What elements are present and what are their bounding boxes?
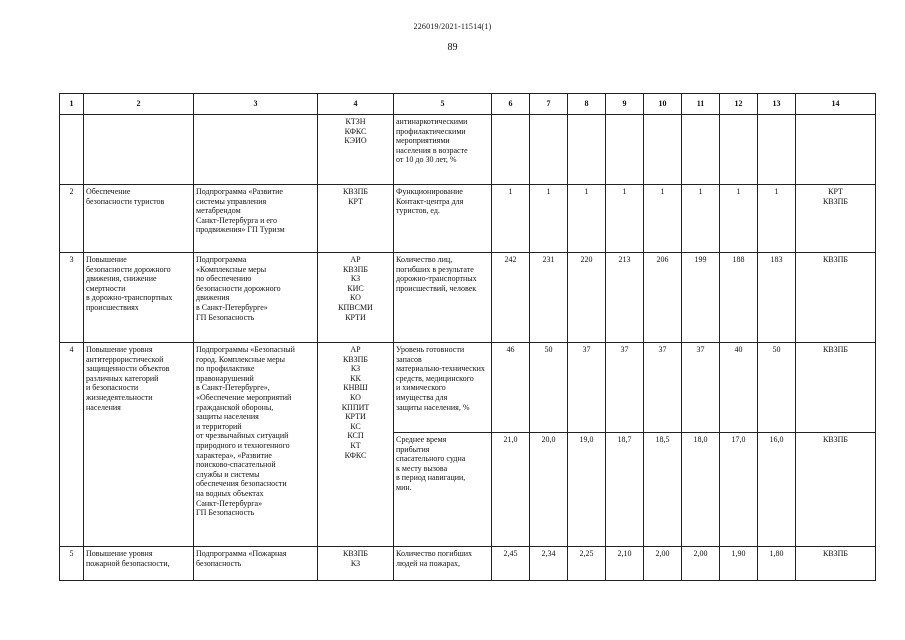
column-header: 4 bbox=[318, 94, 394, 115]
table-row bbox=[60, 185, 876, 253]
value-cell: 1 bbox=[644, 185, 682, 253]
program-cell: Подпрограмма «Комплексные меры по обеспечению безопасности дорожного движения в Санкт-Петербурге» ГП Безопасность bbox=[194, 253, 318, 343]
value-cell: 1 bbox=[758, 185, 796, 253]
row-number: 3 bbox=[60, 253, 84, 343]
value-cell: 37 bbox=[606, 343, 644, 433]
value-cell: 37 bbox=[644, 343, 682, 433]
value-cell: 1,80 bbox=[758, 547, 796, 581]
header-row bbox=[60, 94, 876, 115]
task-cell: Обеспечение безопасности туристов bbox=[84, 185, 194, 253]
row-number: 4 bbox=[60, 343, 84, 547]
value-cell: 18,5 bbox=[644, 433, 682, 547]
column-header: 1 bbox=[60, 94, 84, 115]
responsible-cell: КРТ КВЗПБ bbox=[796, 185, 876, 253]
value-cell bbox=[606, 115, 644, 185]
page-number: 89 bbox=[447, 42, 458, 53]
executors-cell: КТЗН КФКС КЭИО bbox=[318, 115, 394, 185]
responsible-cell: КВЗПБ bbox=[796, 253, 876, 343]
task-cell: Повышение безопасности дорожного движения, снижение смертности в дорожно-транспортных происшествиях bbox=[84, 253, 194, 343]
indicator-cell: Количество лиц, погибших в результате дорожно-транспортных происшествий, человек bbox=[394, 253, 492, 343]
value-cell: 220 bbox=[568, 253, 606, 343]
value-cell: 50 bbox=[530, 343, 568, 433]
value-cell bbox=[568, 115, 606, 185]
indicator-cell: антинаркотическими профилактическими мероприятиями населения в возрасте от 10 до 30 лет, % bbox=[394, 115, 492, 185]
value-cell: 1 bbox=[568, 185, 606, 253]
value-cell: 213 bbox=[606, 253, 644, 343]
value-cell: 2,34 bbox=[530, 547, 568, 581]
program-cell: Подпрограммы «Безопасный город. Комплексные меры по профилактике правонарушений в Санкт-Петербурге», «Обеспечение мероприятий гражданской обороны, защиты населения и территорий от чрезвычайных ситуаций природного и техногенного характера», «Развитие поисково-спасательной службы и системы обеспечения безопасности на водных объектах Санкт-Петербурга» ГП Безопасность bbox=[194, 343, 318, 547]
value-cell: 1 bbox=[606, 185, 644, 253]
value-cell bbox=[644, 115, 682, 185]
value-cell: 18,7 bbox=[606, 433, 644, 547]
value-cell: 183 bbox=[758, 253, 796, 343]
row-number bbox=[60, 115, 84, 185]
table-row bbox=[60, 343, 876, 433]
column-header: 6 bbox=[492, 94, 530, 115]
column-header: 7 bbox=[530, 94, 568, 115]
value-cell: 206 bbox=[644, 253, 682, 343]
value-cell: 2,10 bbox=[606, 547, 644, 581]
task-cell: Повышение уровня антитеррористической защищенности объектов различных категорий и безопасности жизнедеятельности населения bbox=[84, 343, 194, 547]
value-cell: 242 bbox=[492, 253, 530, 343]
responsible-cell: КВЗПБ bbox=[796, 433, 876, 547]
value-cell: 1 bbox=[492, 185, 530, 253]
value-cell: 1 bbox=[682, 185, 720, 253]
responsible-cell: КВЗПБ bbox=[796, 343, 876, 433]
value-cell: 40 bbox=[720, 343, 758, 433]
value-cell bbox=[492, 115, 530, 185]
value-cell: 231 bbox=[530, 253, 568, 343]
value-cell: 1 bbox=[530, 185, 568, 253]
responsible-cell bbox=[796, 115, 876, 185]
row-number: 5 bbox=[60, 547, 84, 581]
table-row bbox=[60, 253, 876, 343]
value-cell bbox=[758, 115, 796, 185]
value-cell: 20,0 bbox=[530, 433, 568, 547]
value-cell bbox=[530, 115, 568, 185]
value-cell: 2,45 bbox=[492, 547, 530, 581]
column-header: 5 bbox=[394, 94, 492, 115]
executors-cell: КВЗПБ КЗ bbox=[318, 547, 394, 581]
column-header: 3 bbox=[194, 94, 318, 115]
value-cell: 16,0 bbox=[758, 433, 796, 547]
column-header: 13 bbox=[758, 94, 796, 115]
indicator-cell: Уровень готовности запасов материально-технических средств, медицинского и химического имущества для защиты населения, % bbox=[394, 343, 492, 433]
program-cell: Подпрограмма «Развитие системы управления метабрендом Санкт-Петербурга и его продвижения» ГП Туризм bbox=[194, 185, 318, 253]
indicator-cell: Функционирование Контакт-центра для туристов, ед. bbox=[394, 185, 492, 253]
task-cell bbox=[84, 115, 194, 185]
column-header: 11 bbox=[682, 94, 720, 115]
measures-table bbox=[59, 93, 876, 581]
row-number: 2 bbox=[60, 185, 84, 253]
column-header: 8 bbox=[568, 94, 606, 115]
value-cell: 37 bbox=[568, 343, 606, 433]
table-row bbox=[60, 547, 876, 581]
column-header: 10 bbox=[644, 94, 682, 115]
program-cell: Подпрограмма «Пожарная безопасность bbox=[194, 547, 318, 581]
document-code: 226019/2021-11514(1) bbox=[413, 22, 492, 31]
value-cell: 46 bbox=[492, 343, 530, 433]
executors-cell: КВЗПБ КРТ bbox=[318, 185, 394, 253]
value-cell bbox=[720, 115, 758, 185]
column-header: 2 bbox=[84, 94, 194, 115]
value-cell: 2,25 bbox=[568, 547, 606, 581]
column-header: 12 bbox=[720, 94, 758, 115]
value-cell: 199 bbox=[682, 253, 720, 343]
value-cell: 17,0 bbox=[720, 433, 758, 547]
value-cell: 2,00 bbox=[682, 547, 720, 581]
executors-cell: АР КВЗПБ КЗ КИС КО КПВСМИ КРТИ bbox=[318, 253, 394, 343]
program-cell bbox=[194, 115, 318, 185]
value-cell: 37 bbox=[682, 343, 720, 433]
indicator-cell: Среднее время прибытия спасательного судна к месту вызова в период навигации, мин. bbox=[394, 433, 492, 547]
value-cell: 1,90 bbox=[720, 547, 758, 581]
value-cell: 188 bbox=[720, 253, 758, 343]
table-row bbox=[60, 115, 876, 185]
value-cell: 21,0 bbox=[492, 433, 530, 547]
column-header: 14 bbox=[796, 94, 876, 115]
column-header: 9 bbox=[606, 94, 644, 115]
value-cell: 50 bbox=[758, 343, 796, 433]
value-cell: 19,0 bbox=[568, 433, 606, 547]
value-cell: 2,00 bbox=[644, 547, 682, 581]
indicator-cell: Количество погибших людей на пожарах, bbox=[394, 547, 492, 581]
executors-cell: АР КВЗПБ КЗ КК КНВШ КО КППИТ КРТИ КС КСП КТ КФКС bbox=[318, 343, 394, 547]
value-cell bbox=[682, 115, 720, 185]
task-cell: Повышение уровня пожарной безопасности, bbox=[84, 547, 194, 581]
responsible-cell: КВЗПБ bbox=[796, 547, 876, 581]
value-cell: 1 bbox=[720, 185, 758, 253]
value-cell: 18,0 bbox=[682, 433, 720, 547]
